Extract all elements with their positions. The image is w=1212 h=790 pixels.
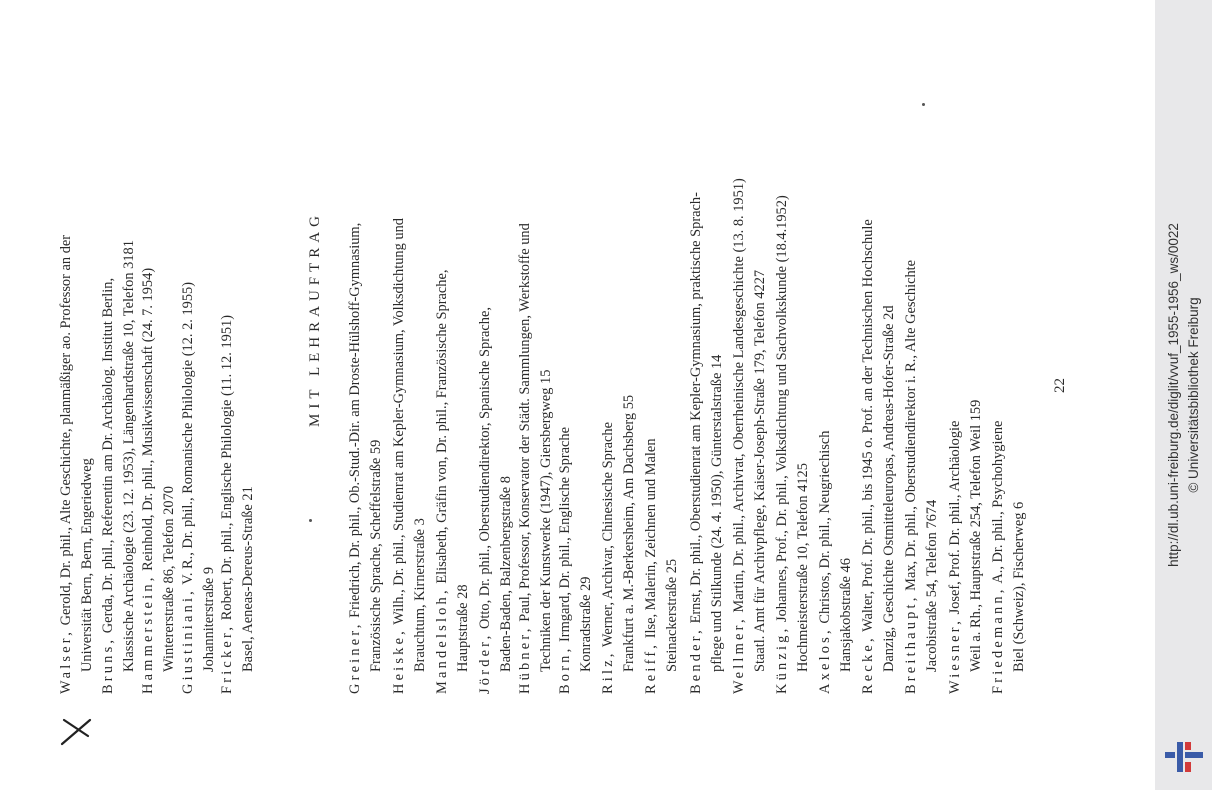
entry-line-2: Danzig, Geschichte Ostmitteleuropas, Andreas-Hofer-Straße 2d [881, 305, 897, 672]
entry-line-1: Gerda, Dr. phil., Referentin am Dr. Archäolog. Institut Berlin, [100, 277, 116, 637]
entry-name: Wiesner, [947, 618, 963, 694]
page-number: 22 [1052, 378, 1068, 393]
entry-name: Hammerstein, [140, 574, 156, 694]
permalink-url[interactable]: http://dl.ub.uni-freiburg.de/diglit/vvuf_1955-1956_ws/0022 [1166, 223, 1181, 567]
entry-name: Giustiniani, [180, 588, 196, 694]
entry-line-1: Christos, Dr. phil., Neugriechisch [817, 430, 833, 628]
entry-line-1: Walter, Prof. Dr. phil., bis 1945 o. Prof. an der Technischen Hochschule [860, 219, 876, 636]
entry-line-1: Werner, Archivar, Chinesische Sprache [600, 422, 616, 651]
entry-line-2: Staatl. Amt für Archivpflege, Kaiser-Joseph-Straße 179, Telefon 4227 [752, 269, 768, 672]
entry-name: Friedemann, [990, 586, 1006, 694]
entry-line-2: Jacobistraße 54, Telefon 7674 [924, 499, 940, 672]
entry-line-2: pflege und Stilkunde (24. 4. 1950), Günterstalstraße 14 [709, 354, 725, 672]
entry-name: Walser, [58, 628, 74, 694]
entry-line-1: A., Dr. phil., Psychohygiene [990, 420, 1006, 587]
entry-line-1: Wilh., Dr. phil., Studienrat am Kepler-Gymnasium, Volksdichtung und [391, 217, 407, 629]
entry-line-1: Irmgard, Dr. phil., Englische Sprache [557, 427, 573, 646]
entry-name: Fricker, [219, 623, 235, 694]
entry-line-2: Konradstraße 29 [578, 576, 594, 672]
entry-name: Mandelsloh, [434, 587, 450, 694]
sidebar-text [1155, 0, 1204, 790]
entry-name: Künzig, [774, 625, 790, 694]
entry-line-2: Französische Sprache, Scheffelstraße 59 [368, 439, 384, 672]
entry-line-1: Max, Dr. phil., Oberstudiendirektor i. R., Alte Geschichte [903, 259, 919, 595]
entry-line-1: Reinhold, Dr. phil., Musikwissenschaft (24. 7. 1954) [140, 267, 156, 575]
entry-name: Bender, [688, 627, 704, 694]
university-library-logo-icon [1161, 740, 1207, 774]
entry-name: Bruns, [100, 636, 116, 694]
entry-line-1: Josef, Prof. Dr. phil., Archäologie [947, 420, 963, 618]
entry-name: Jörder, [477, 632, 493, 694]
entry-name: Greiner, [347, 621, 363, 694]
library-sidebar [1155, 0, 1212, 790]
entry-line-1: Elisabeth, Gräfin von, Dr. phil., Französische Sprache, [434, 269, 450, 588]
copyright-notice: © Universitätsbibliothek Freiburg [1186, 297, 1201, 493]
entry-line-1: Martin, Dr. phil., Archivrat, Oberrheinische Landesgeschichte (13. 8. 1951) [731, 178, 747, 617]
entry-name: Axelos, [817, 627, 833, 694]
entry-line-1: V. R., Dr. phil., Romanische Philologie (12. 2. 1955) [180, 281, 196, 589]
entry-name: Wellmer, [731, 616, 747, 694]
entry-line-2: Wintererstraße 86, Telefon 2070 [161, 486, 177, 672]
entry-line-1: Gerold, Dr. phil., Alte Geschichte, planmäßiger ao. Professor an der [58, 234, 74, 629]
entry-line-2: Hansjakobstraße 46 [838, 558, 854, 672]
entry-name: Heiske, [391, 628, 407, 694]
ink-dot [922, 103, 925, 106]
entry-line-1: Friedrich, Dr. phil., Ob.-Stud.-Dir. am Droste-Hülshoff-Gymnasium, [347, 222, 363, 622]
entry-name: Born, [557, 645, 573, 694]
handwritten-check-mark [58, 716, 94, 746]
entry-line-1: Ernst, Dr. phil., Oberstudienrat am Kepler-Gymnasium, praktische Sprach- [688, 192, 704, 628]
entry-line-1: Ilse, Malerin, Zeichnen und Malen [643, 438, 659, 642]
entry-line-1: Otto, Dr. phil., Oberstudiendirektor, Spanische Sprache, [477, 307, 493, 633]
entry-line-1: Paul, Professor, Konservator der Städt. Sammlungen, Werkstoffe und [517, 223, 533, 626]
ink-dot [309, 519, 312, 522]
entry-line-2: Biel (Schweiz), Fischerweg 6 [1011, 501, 1027, 672]
entry-name: Recke, [860, 635, 876, 694]
entry-name: Reiff, [643, 641, 659, 694]
entry-line-2: Hochmeisterstraße 10, Telefon 4125 [795, 463, 811, 672]
entry-line-2: Basel, Aeneas-Dereus-Straße 21 [240, 486, 256, 672]
entry-line-1: Johannes, Prof., Dr. phil., Volksdichtung und Sachvolkskunde (18.4.1952) [774, 195, 790, 626]
entry-line-2: Hauptstraße 28 [455, 584, 471, 672]
entry-line-2: Johanniterstraße 9 [201, 566, 217, 672]
entry-name: Breithaupt, [903, 594, 919, 694]
entry-line-2: Universität Bern, Bern, Engeriedweg [79, 458, 95, 672]
entry-line-2: Baden-Baden, Balzenbergstraße 8 [498, 476, 514, 672]
entry-name: Hübner, [517, 625, 533, 694]
entry-name: Rilz, [600, 650, 616, 694]
entry-line-2: Techniken der Kunstwerke (1947), Giersbergweg 15 [538, 369, 554, 672]
entry-line-1: Robert, Dr. phil., Englische Philologie (11. 12. 1951) [219, 314, 235, 624]
entry-line-2: Frankfurt a. M.-Berkersheim, Am Dachsberg 55 [621, 394, 637, 672]
entry-line-2: Brauchtum, Kirnerstraße 3 [412, 518, 428, 672]
entry-line-2: Steinackerstraße 25 [664, 558, 680, 672]
section-heading: MIT LEHRAUFTRAG [307, 211, 323, 427]
entry-line-2: Weil a. Rh., Hauptstraße 254, Telefon Weil 159 [968, 399, 984, 672]
entry-line-2: Klassische Archäologie (23. 12. 1953), Längenhardstraße 10, Telefon 3181 [121, 240, 137, 672]
